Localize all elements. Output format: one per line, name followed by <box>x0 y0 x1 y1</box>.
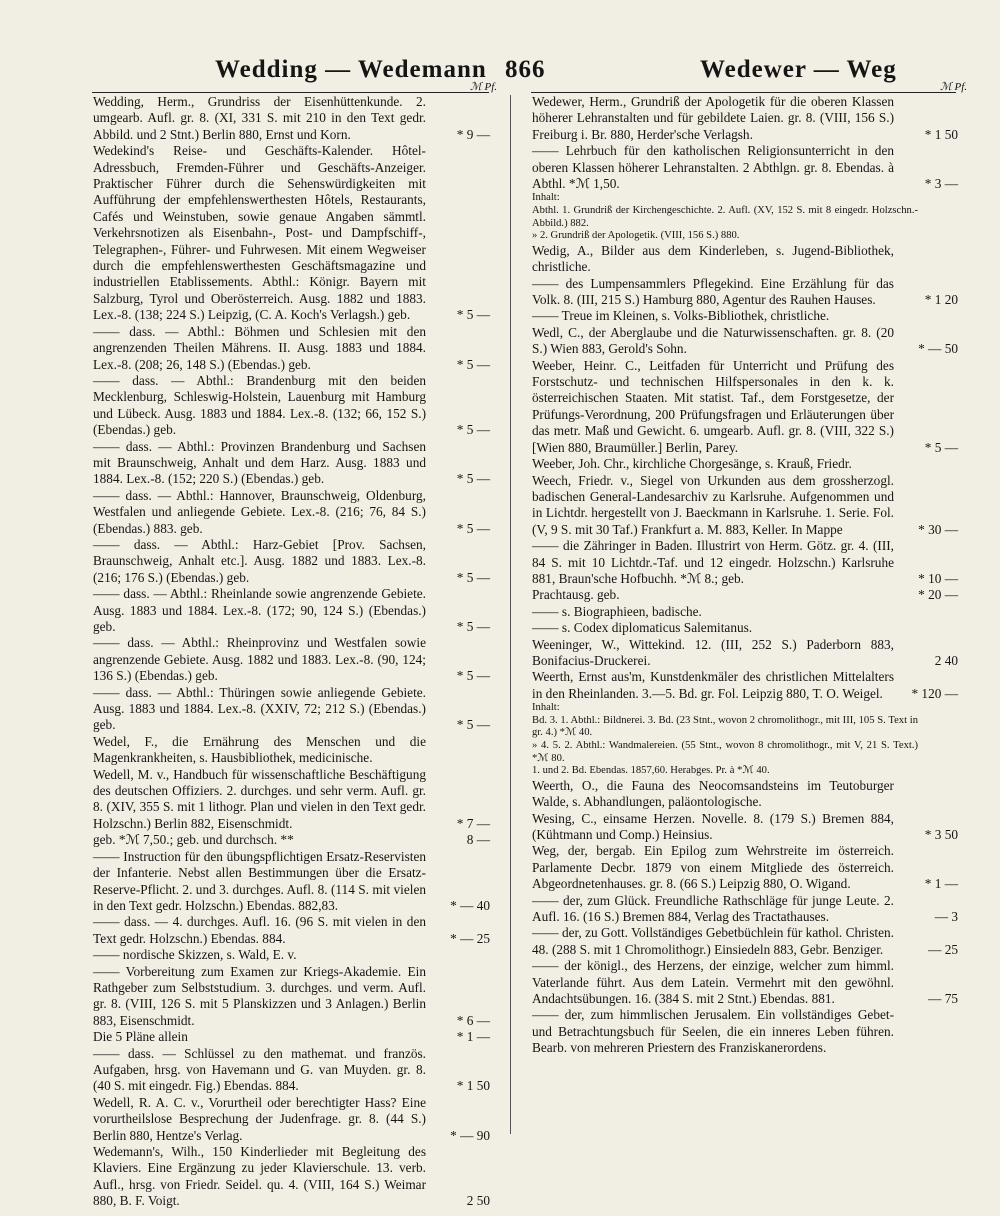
entry-price: 8 — <box>466 832 490 848</box>
catalog-entry <box>93 1029 490 1045</box>
catalog-entry <box>532 473 958 539</box>
entry-text: Weg, der, bergab. Ein Epilog zum Wehrstreite im österreich. Parlamente Decbr. 1879 von einem Mitgliede des österreich. Abgeordnetenhauses. gr. 8. (66 S.) Leipzig 880, O. Wigand. <box>532 843 894 892</box>
entry-text: Wedewer, Herm., Grundriß der Apologetik für die oberen Klassen höherer Lehranstalten und für gebildete Laien. gr. 8. (VIII, 156 S.) Freiburg i. Br. 880, Herder'sche Verlagsh. <box>532 94 894 142</box>
entry-text: Wedekind's Reise- und Geschäfts-Kalender. Hôtel-Adressbuch, Fremden-Führer und Geschäfts-Anzeiger. Praktischer Führer durch die Sehenswürdigkeiten mit Aufführung der empfehlenswerthesten Hôtels, Restaurants, Cafés und Weinstuben, sowie genaue Angaben sämmtl. Verkehrsnotizen als Eisenbahn-, Post- und Dampfschiff-, Telegraphen-, Führer- und Fuhrwesen. Mit einem Wegweiser durch die empfehlenswerthesten Geschäftsmagazine und industriellen Etablissements. Abthl.: Königr. Bayern mit Salzburg, Tyrol und Oberösterreich. Ausg. 1882 und 1883. Lex.-8. (138; 224 S.) Leipzig, (C. A. Koch's Verlagsh.) geb. <box>93 143 426 323</box>
catalog-entry <box>93 488 490 537</box>
entry-price: * 9 — <box>456 126 490 142</box>
catalog-entry <box>532 325 958 358</box>
entry-price: * 5 — <box>456 619 490 634</box>
entry-price: * 5 — <box>456 717 490 733</box>
entry-text: —— dass. — Abthl.: Brandenburg mit den beiden Mecklenburg, Schleswig-Holstein, Lauenburg mit Hamburg und Lübeck. Ausg. 1883 und 1884. Lex.-8. (132; 66, 152 S.) (Ebendas.) geb. <box>93 372 426 438</box>
entry-text: Wedl, C., der Aberglaube und die Naturwissenschaften. gr. 8. (20 S.) Wien 883, Gerold's Sohn. <box>532 324 894 357</box>
entry-text: —— die Zähringer in Baden. Illustrirt von Herm. Götz. gr. 4. (III, 84 S. mit 10 Lichtdr.-Taf. und 12 eingedr. Holzschn.) Karlsruhe 881, Braun'sche Hofbuchh. *ℳ 8.; geb. <box>532 538 894 586</box>
entry-text: Wesing, C., einsame Herzen. Novelle. 8. (179 S.) Bremen 884, (Kühtmann und Comp.) Heinsius. <box>532 810 894 842</box>
catalog-entry <box>93 1046 490 1095</box>
entry-price: — 75 <box>928 991 958 1007</box>
entry-price: * 6 — <box>456 1012 490 1028</box>
entry-text: Die 5 Pläne allein <box>93 1029 188 1045</box>
catalog-entry <box>93 635 490 684</box>
entry-text: Weeber, Joh. Chr., kirchliche Chorgesänge, s. Krauß, Friedr. <box>532 456 852 472</box>
entry-price: * — 50 <box>918 341 958 357</box>
entry-text: —— des Lumpensammlers Pflegekind. Eine Erzählung für das Volk. 8. (III, 215 S.) Hamburg 880, Agentur des Rauhen Hauses. <box>532 275 894 308</box>
catalog-entry <box>532 1007 958 1056</box>
entry-text: —— dass. — Abthl.: Provinzen Brandenburg und Sachsen mit Braunschweig, Anhalt und dem Harz. Ausg. 1883 und 1884. Lex.-8. (152; 220 S.) (Ebendas.) geb. <box>93 438 426 487</box>
catalog-entry <box>93 914 490 947</box>
catalog-entry <box>532 715 958 740</box>
catalog-entry <box>93 439 490 488</box>
entry-price: * 3 50 <box>924 826 958 842</box>
entry-price: * 20 — <box>918 587 958 603</box>
catalog-entry <box>532 958 958 1007</box>
entry-price: * 5 — <box>456 422 490 438</box>
catalog-entry <box>532 811 958 844</box>
catalog-entry <box>532 192 958 205</box>
entry-text: Inhalt: <box>532 192 560 204</box>
entry-price: * — 90 <box>450 1127 490 1143</box>
entry-text: Wedemann's, Wilh., 150 Kinderlieder mit Begleitung des Klaviers. Eine Ergänzung zu jeder Klavierschule. 13. verb. Aufl., hrsg. von Friedr. Seidel. qu. 4. (VIII, 164 S.) Weimar 880, B. F. Voigt. <box>93 1144 426 1209</box>
entry-text: Wedig, A., Bilder aus dem Kinderleben, s. Jugend-Bibliothek, christliche. <box>532 242 894 275</box>
catalog-entry <box>532 308 958 324</box>
catalog-entry <box>93 832 490 848</box>
entry-text: —— dass. — 4. durchges. Aufl. 16. (96 S. mit vielen in den Text gedr. Holzschn.) Ebendas. 884. <box>93 914 426 946</box>
catalog-entry <box>93 537 490 586</box>
catalog-entry <box>532 276 958 309</box>
catalog-entry <box>532 765 958 778</box>
entry-price: 2 50 <box>466 1193 490 1209</box>
entry-text: Wedel, F., die Ernährung des Menschen und die Magenkrankheiten, s. Hausbibliothek, medicinische. <box>93 733 426 766</box>
entry-text: —— dass. — Abthl.: Böhmen und Schlesien mit den angrenzenden Theilen Mährens. II. Ausg. 1883 und 1884. Lex.-8. (208; 26, 148 S.) (Ebendas.) geb. <box>93 323 426 372</box>
entry-text: —— dass. — Abthl.: Hannover, Braunschweig, Oldenburg, Westfalen und anliegende Gebiete. Lex.-8. (216; 76, 84 S.) (Ebendas.) 883. geb. <box>93 487 426 536</box>
price-column-head-left: ℳ Pf. <box>470 81 498 93</box>
catalog-entry <box>532 778 958 811</box>
page-number: 866 <box>505 56 546 83</box>
entry-price: * 1 50 <box>456 1078 490 1094</box>
entry-text: —— Instruction für den übungspflichtigen Ersatz-Reservisten der Infanterie. Nebst allen Bestimmungen über die Ersatz-Reserve-Pflicht. 2. und 3. durchges. Aufl. 8. (114 S. mit vielen in den Text gedr. Holzschn.) Ebendas. 882,83. <box>93 848 426 913</box>
catalog-entry <box>532 205 958 230</box>
entry-text: Weerth, Ernst aus'm, Kunstdenkmäler des christlichen Mittelalters in den Rheinlanden. 3.—5. Bd. gr. Fol. Leipzig 880, T. O. Weigel. <box>532 669 894 701</box>
running-head-right: Wedewer — Weg <box>700 56 897 83</box>
entry-price: * 1 50 <box>924 126 958 142</box>
entry-text: Weech, Friedr. v., Siegel von Urkunden aus dem grossherzogl. badischen General-Landesarchiv zu Karlsruhe. Aufgenommen und in Lichtdr. hergestellt von J. Baeckmann in Karlsruhe. 1. Serie. Fol. (V, 9 S. mit 30 Taf.) Frankfurt a. M. 883, Keller. In Mappe <box>532 472 894 537</box>
entry-text: —— der, zu Gott. Vollständiges Gebetbüchlein für kathol. Christen. 48. (288 S. mit 1 Chromolithogr.) Einsiedeln 883, Gebr. Benziger. <box>532 925 894 957</box>
entry-price: * 10 — <box>918 570 958 586</box>
entry-text: Prachtausg. geb. <box>532 587 620 603</box>
entry-text: Weeninger, W., Wittekind. 12. (III, 252 S.) Paderborn 883, Bonifacius-Druckerei. <box>532 636 894 668</box>
catalog-entry <box>532 669 958 702</box>
catalog-entry <box>532 604 958 620</box>
entry-text: —— der, zum himmlischen Jerusalem. Ein vollständiges Gebet- und Betrachtungsbuch für Seelen, die ein inneres Leben führen. Bearb. von mehreren Priestern des Franziskanerordens. <box>532 1007 894 1056</box>
catalog-entry <box>532 620 958 636</box>
catalog-entry <box>93 964 490 1030</box>
entry-text: —— dass. — Abthl.: Thüringen sowie anliegende Gebiete. Ausg. 1883 und 1884. Lex.-8. (XXIV, 72; 212 S.) (Ebendas.) geb. <box>93 684 426 733</box>
entry-text: —— dass. — Schlüssel zu den mathemat. und französ. Aufgaben, hrsg. von Havemann und G. van Muyden. gr. 8. (40 S. mit eingedr. Fig.) Ebendas. 884. <box>93 1045 426 1094</box>
catalog-entry <box>93 685 490 734</box>
entry-text: —— nordische Skizzen, s. Wald, E. v. <box>93 947 297 963</box>
entry-price: * 5 — <box>456 307 490 323</box>
entry-price: * — 25 <box>450 930 490 946</box>
entry-text: Wedell, R. A. C. v., Vorurtheil oder berechtigter Hass? Eine vorurtheilslose Besprechung der Judenfrage. gr. 8. (44 S.) Berlin 880, Hentze's Verlag. <box>93 1094 426 1143</box>
entry-price: * 5 — <box>456 668 490 684</box>
entry-text: Inhalt: <box>532 702 560 714</box>
entry-text: —— der königl., des Herzens, der einzige, welcher zum himml. Vaterlande führt. Aus dem Latein. Vermehrt mit den gewöhnl. Andachtsübungen. 16. (384 S. mit 2 Stnt.) Ebendas. 881. <box>532 958 894 1007</box>
entry-price: * 1 — <box>456 1029 490 1045</box>
catalog-entry <box>532 843 958 892</box>
entry-text: —— Lehrbuch für den katholischen Religionsunterricht in den oberen Klassen höherer Lehranstalten. 2 Abthlgn. gr. 8. Ebendas. à Abthl. *ℳ 1,50. <box>532 143 894 192</box>
entry-price: * 120 — <box>911 685 958 701</box>
running-head-left: Wedding — Wedemann <box>215 56 487 83</box>
catalog-entry <box>532 143 958 192</box>
catalog-entry <box>532 637 958 670</box>
catalog-entry <box>93 947 490 963</box>
entry-text: —— dass. — Abthl.: Rheinprovinz und Westfalen sowie angrenzende Gebiete. Ausg. 1882 und 1883. Lex.-8. (90, 124; 136 S.) (Ebendas.) geb. <box>93 635 426 684</box>
entry-price: * 5 — <box>456 569 490 585</box>
catalog-entry <box>532 230 958 243</box>
entry-price: * 5 — <box>456 471 490 487</box>
entry-price: * 1 — <box>924 876 958 892</box>
entry-price: * 1 20 <box>924 292 958 308</box>
header-rule-right <box>531 92 956 93</box>
catalog-entry <box>532 893 958 926</box>
entry-text: —— dass. — Abthl.: Harz-Gebiet [Prov. Sachsen, Braunschweig, Anhalt etc.]. Ausg. 1882 und 1883. Lex.-8. (216; 176 S.) (Ebendas.) geb. <box>93 536 426 585</box>
catalog-entry <box>93 94 490 143</box>
entry-text: Abthl. 1. Grundriß der Kirchengeschichte. 2. Aufl. (XV, 152 S. mit 8 eingedr. Holzschn.-Abbild.) 882. <box>532 205 918 229</box>
catalog-entry <box>532 243 958 276</box>
catalog-entry <box>93 849 490 915</box>
column-divider <box>510 95 511 1134</box>
left-column <box>93 94 490 1210</box>
entry-text: » 4. 5. 2. Abthl.: Wandmalereien. (55 Stnt., wovon 8 chromolithogr., mit V, 21 S. Text.) *ℳ 80. <box>532 739 918 764</box>
entry-price: * 7 — <box>456 815 490 831</box>
entry-price: — 3 <box>934 909 958 924</box>
entry-price: * 5 — <box>456 356 490 372</box>
header-rule-left <box>92 92 489 93</box>
entry-price: * 3 — <box>924 176 958 192</box>
entry-price: * 30 — <box>918 521 958 537</box>
entry-text: 1. und 2. Bd. Ebendas. 1857,60. Herabges. Pr. à *ℳ 40. <box>532 765 770 777</box>
catalog-entry <box>93 586 490 635</box>
entry-text: —— s. Biographieen, badische. <box>532 603 702 619</box>
entry-text: Weerth, O., die Fauna des Neocomsandsteins im Teutoburger Walde, s. Abhandlungen, paläontologische. <box>532 777 894 810</box>
catalog-entry <box>93 143 490 323</box>
catalog-entry <box>93 373 490 439</box>
entry-text: geb. *ℳ 7,50.; geb. und durchsch. ** <box>93 832 294 848</box>
catalog-entry <box>532 740 958 765</box>
entry-text: —— Treue im Kleinen, s. Volks-Bibliothek, christliche. <box>532 308 830 324</box>
entry-text: —— der, zum Glück. Freundliche Rathschläge für junge Leute. 2. Aufl. 16. (16 S.) Bremen 884, Verlag des Tractathauses. <box>532 892 894 924</box>
catalog-entry <box>532 456 958 472</box>
catalog-entry <box>532 538 958 587</box>
entry-price: * 5 — <box>456 520 490 536</box>
catalog-entry <box>532 925 958 958</box>
catalog-entry <box>93 767 490 833</box>
entry-price: — 25 <box>928 941 958 957</box>
entry-price: 2 40 <box>934 652 958 668</box>
entry-price: * 5 — <box>924 439 958 455</box>
right-column <box>532 94 958 1057</box>
catalog-entry <box>93 1095 490 1144</box>
catalog-entry <box>532 587 958 603</box>
entry-text: —— dass. — Abthl.: Rheinlande sowie angrenzende Gebiete. Ausg. 1883 und 1884. Lex.-8. (172; 90, 124 S.) (Ebendas.) geb. <box>93 586 426 634</box>
entry-text: —— s. Codex diplomaticus Salemitanus. <box>532 620 753 636</box>
entry-text: —— Vorbereitung zum Examen zur Kriegs-Akademie. Ein Rathgeber zum Selbststudium. 3. durchges. und verm. Aufl. gr. 8. (VIII, 126 S. mit 5 Planskizzen und 3 Anlagen.) Berlin 883, Eisenschmidt. <box>93 963 426 1028</box>
entry-price: * — 40 <box>450 897 490 913</box>
entry-text: Weeber, Heinr. C., Leitfaden für Unterricht und Prüfung des Forstschutz- und technischen Hilfspersonales in den k. k. österreichischen Staaten. Mit statist. Taf., dem Forstgesetze, der Prüfungs-Verordnung, 200 Prüfungsfragen und Erläuterungen über das metr. Maß und Gewicht. 6. umgearb. Aufl. gr. 8. (VIII, 322 S.) [Wien 880, Braumüller.] Berlin, Parey. <box>532 357 894 455</box>
catalog-entry <box>93 734 490 767</box>
entry-text: » 2. Grundriß der Apologetik. (VIII, 156 S.) 880. <box>532 230 740 242</box>
catalog-entry <box>532 94 958 143</box>
catalog-entry <box>93 324 490 373</box>
catalog-entry <box>532 702 958 715</box>
entry-text: Wedell, M. v., Handbuch für wissenschaftliche Beschäftigung des deutschen Offiziers. 2. durchges. und sehr verm. Aufl. gr. 8. (XIV, 355 S. mit 1 lithogr. Plan und vielen in den Text gedr. Holzschn.) Berlin 882, Eisenschmidt. <box>93 766 426 831</box>
entry-text: Bd. 3. 1. Abthl.: Bildnerei. 3. Bd. (23 Stnt., wovon 2 chromolithogr., mit III, 105 S. Text in gr. 4.) *ℳ 40. <box>532 714 918 739</box>
price-column-head-right: ℳ Pf. <box>940 81 968 93</box>
catalog-entry <box>532 358 958 456</box>
catalog-entry <box>93 1144 490 1210</box>
entry-text: Wedding, Herm., Grundriss der Eisenhüttenkunde. 2. umgearb. Aufl. gr. 8. (XI, 331 S. mit 210 in den Text gedr. Abbild. und 2 Stnt.) Berlin 880, Ernst und Korn. <box>93 94 426 142</box>
